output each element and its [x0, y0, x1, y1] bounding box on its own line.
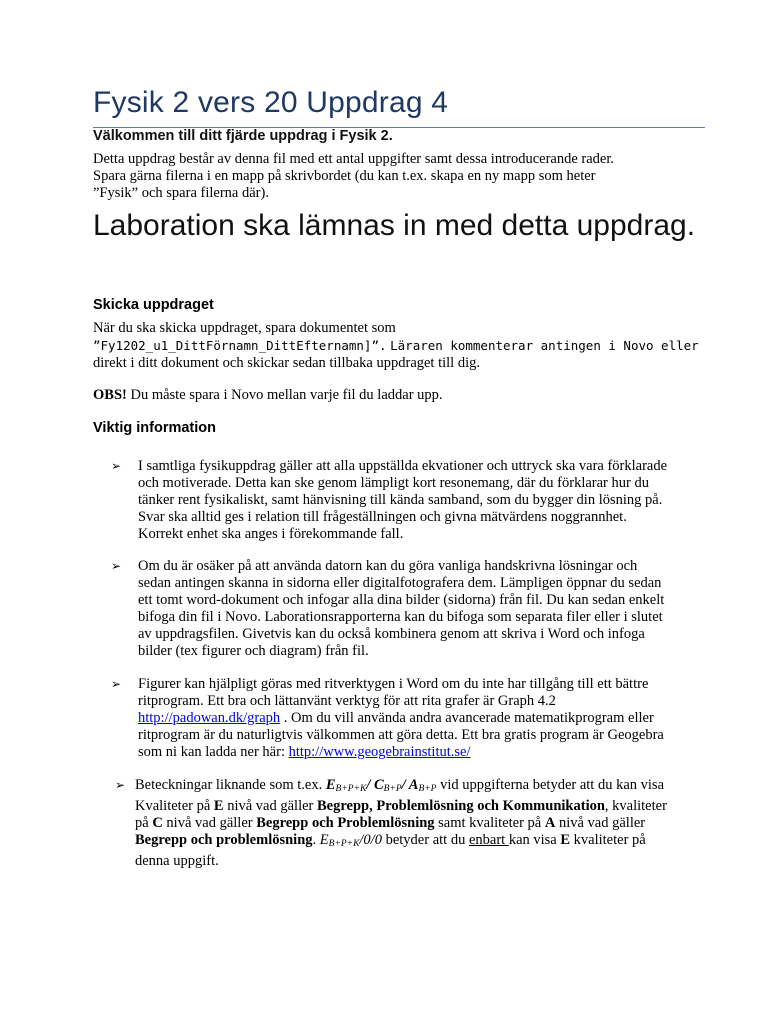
arrowhead-bullet-icon: ➢: [111, 677, 122, 691]
separator: /: [401, 777, 409, 793]
bold-run: Begrepp och Problemlösning: [256, 815, 435, 831]
skicka-line: När du ska skicka uppdraget, spara dokumentet som: [93, 320, 396, 336]
underlined-word: enbart: [468, 832, 509, 848]
grade-word: C: [152, 815, 163, 831]
skicka-line-rest: Läraren kommenterar antingen i Novo eller: [390, 338, 699, 353]
text-run: nivå vad gäller: [223, 798, 318, 814]
text-run: .: [312, 832, 320, 848]
text-run: samt kvaliteter på: [434, 815, 545, 831]
grade-e: E: [319, 832, 329, 848]
text-run: vid uppgifterna betyder att du kan visa Kvaliteter på: [135, 777, 665, 814]
text-run: , kvaliteter på: [135, 798, 667, 831]
document-title: Fysik 2 vers 20 Uppdrag 4: [93, 86, 449, 119]
grade-zero: /0/0: [359, 832, 382, 848]
grade-word: E: [560, 832, 571, 848]
skicka-line: direkt i ditt dokument och skickar sedan tillbaka uppdraget till dig.: [93, 355, 480, 371]
obs-text: Du måste spara i Novo mellan varje fil du laddar upp.: [126, 387, 443, 403]
list-item-text: [138, 676, 671, 761]
arrowhead-bullet-icon: ➢: [111, 459, 122, 473]
text-run: nivå vad gäller: [555, 815, 646, 831]
text-run: betyder att du: [381, 832, 469, 848]
list-item: [111, 558, 671, 660]
obs-label: OBS!: [93, 387, 127, 403]
text-run: kvaliteter på denna uppgift.: [135, 832, 646, 869]
list-item-text: Om du är osäker på att använda datorn kan du göra vanliga handskrivna lösningar och sedan antingen skanna in sidorna eller digitalfotografera dem. Lämpligen öppnar du sedan ett tomt word-dokument och infogar alla dina bilder (sidorna) från fil. Du kan sedan enkelt bifoga din fil i Novo. Laborationsrapporterna kan du bifoga som separata filer eller i slutet av uppdragsfilen. Givetvis kan du också kombinera genom att skriva i Word och infoga bilder (tex figurer och diagram) från fil.: [138, 558, 665, 659]
list-item-text-part: Figurer kan hjälpligt göras med ritverktygen i Word om du inte har tillgång till ett bättre ritprogram. Ett bra och lättanvänt verktyg för att rita grafer är Graph 4.2: [138, 676, 649, 709]
list-item: [115, 777, 675, 870]
skicka-line: [93, 337, 705, 355]
arrowhead-bullet-icon: ➢: [111, 559, 122, 573]
grade-subscript: B+P+K: [328, 839, 360, 849]
grade-c: C: [373, 777, 384, 793]
grade-e: E: [325, 777, 336, 793]
grade-subscript: B+P+K: [335, 784, 367, 794]
obs-paragraph: [93, 387, 705, 404]
filename-text: ”Fy1202_u1_DittFörnamn_DittEfternamn]”.: [93, 338, 387, 353]
grade-subscript: B+P: [418, 784, 437, 794]
section-heading-viktig: Viktig information: [93, 420, 216, 436]
grade-a: A: [408, 777, 419, 793]
list-item-text: [135, 777, 675, 870]
section-heading-skicka: Skicka uppdraget: [93, 297, 214, 313]
skicka-paragraph: [93, 320, 705, 372]
grade-word: A: [544, 815, 556, 831]
intro-paragraph: [93, 151, 705, 202]
graph-link[interactable]: http://padowan.dk/graph: [138, 710, 281, 726]
bold-run: Begrepp, Problemlösning och Kommunikation: [317, 798, 605, 814]
bold-run: Begrepp och problemlösning: [135, 832, 313, 848]
intro-line: Detta uppdrag består av denna fil med ett antal uppgifter samt dessa introducerande rader.: [93, 151, 614, 167]
lab-heading: Laboration ska lämnas in med detta uppdrag.: [93, 209, 696, 242]
text-run: kan visa: [508, 832, 561, 848]
separator: /: [366, 777, 374, 793]
list-item-text-part: . Om du vill använda andra avancerade matematikprogram eller ritprogram är du naturligtvis välkommen att göra detta. Ett bra gratis program är Geogebra som ni kan ladda ner här:: [138, 710, 664, 760]
list-item: [111, 676, 671, 761]
list-item-text: I samtliga fysikuppdrag gäller att alla uppställda ekvationer och uttryck ska vara förklarade och motiverade. Detta kan ske genom lämpligt kort resonemang, där du förklarar hur du tänker rent fysikaliskt, samt hänvisning till kända samband, som du bygger din lösning på. Svar ska alltid ges i relation till frågeställningen och givna mätvärdens noggrannhet. Korrekt enhet ska anges i förekommande fall.: [138, 458, 668, 542]
text-run: nivå vad gäller: [162, 815, 257, 831]
arrowhead-bullet-icon: ➢: [115, 778, 126, 792]
subtitle: Välkommen till ditt fjärde uppdrag i Fysik 2.: [93, 128, 393, 144]
grade-subscript: B+P: [383, 784, 402, 794]
grade-word: E: [213, 798, 224, 814]
intro-line: Spara gärna filerna i en mapp på skrivbordet (du kan t.ex. skapa en ny mapp som heter: [93, 168, 596, 184]
geogebra-link[interactable]: http://www.geogebrainstitut.se/: [288, 744, 471, 760]
text-run: Beteckningar liknande som t.ex.: [135, 777, 326, 793]
intro-line: ”Fysik” och spara filerna där).: [93, 185, 269, 201]
list-item: [111, 458, 671, 543]
